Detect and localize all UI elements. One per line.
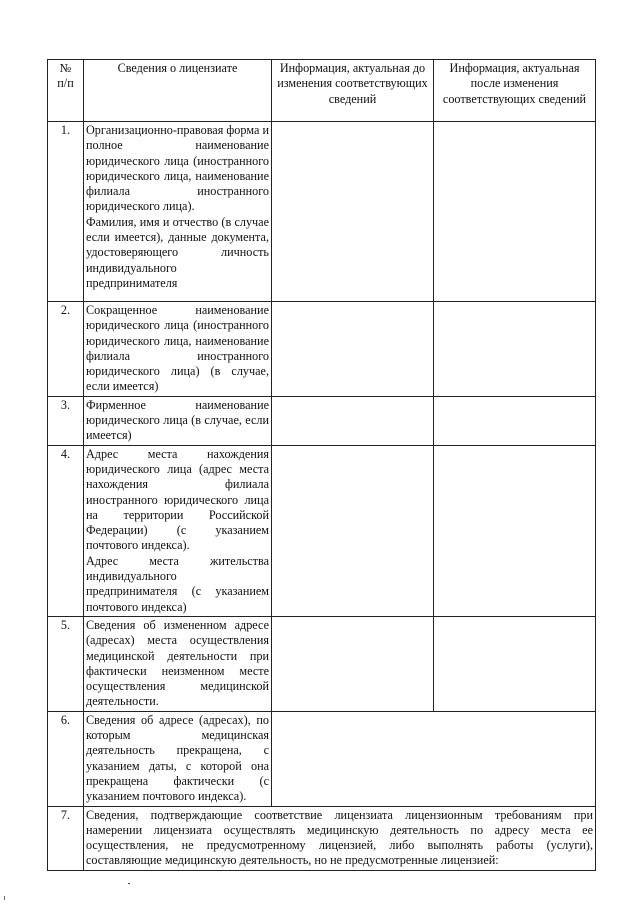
row-description-part: Сокращенное наименование юридического лица (иностранного юридического лица, наименование филиала иностранного юридического лица) (в случае, если имеется) — [86, 303, 269, 394]
header-licensee-info: Сведения о лицензиате — [84, 60, 272, 122]
table-row — [48, 616, 596, 711]
scan-speck — [128, 883, 130, 884]
info-before-cell[interactable] — [272, 616, 434, 711]
table-row — [48, 806, 596, 870]
row-number: 2. — [48, 302, 84, 397]
row-description — [84, 445, 272, 616]
table-row — [48, 396, 596, 445]
row-description — [84, 396, 272, 445]
license-info-table — [47, 59, 596, 871]
info-after-cell[interactable] — [434, 396, 596, 445]
table-row — [48, 711, 596, 806]
row-description-part: Сведения об измененном адресе (адресах) места осуществления медицинской деятельности при фактически неизменном месте осуществления медицинской деятельности. — [86, 617, 269, 709]
table-row — [48, 302, 596, 397]
info-before-cell[interactable] — [272, 302, 434, 397]
info-after-cell[interactable] — [434, 445, 596, 616]
header-info-after: Информация, актуальная после изменения соответствующих сведений — [434, 60, 596, 122]
row-number: 3. — [48, 396, 84, 445]
info-before-cell[interactable] — [272, 396, 434, 445]
info-before-cell[interactable] — [272, 122, 434, 302]
info-merged-cell[interactable] — [272, 711, 596, 806]
row-description-part: Фирменное наименование юридического лица (в случае, если имеется) — [86, 397, 269, 443]
header-info-before: Информация, актуальная до изменения соответствующих сведений — [272, 60, 434, 122]
row-description — [84, 806, 596, 870]
table-row — [48, 122, 596, 302]
row-description — [84, 122, 272, 302]
scan-mark — [4, 896, 5, 900]
info-after-cell[interactable] — [434, 122, 596, 302]
info-after-cell[interactable] — [434, 302, 596, 397]
row-description-part: Фамилия, имя и отчество (в случае если имеется), данные документа, удостоверяющего личность индивидуального предпринимателя — [86, 214, 269, 290]
header-number: № п/п — [48, 60, 84, 122]
row-description-part: Адрес места нахождения юридического лица (адрес места нахождения филиала иностранного юридического лица на территории Российской Федерации) (с указанием почтового индекса). — [86, 446, 269, 553]
table-header-row — [48, 60, 596, 122]
info-after-cell[interactable] — [434, 616, 596, 711]
row-description-part: Организационно-правовая форма и полное наименование юридического лица (иностранного юридического лица, наименование филиала иностранного юридического лица). — [86, 123, 269, 214]
row-description-part: Сведения, подтверждающие соответствие лицензиата лицензионным требованиям при намерении лицензиата осуществлять медицинскую деятельность по адресу места ее осуществления, не предусмотренному лицензией, либо выполнять работы (услуги), составляющие медицинскую деятельность, но не предусмотренные лицензией: — [86, 807, 593, 868]
row-description — [84, 302, 272, 397]
row-number: 4. — [48, 445, 84, 616]
row-description-part: Адрес места жительства индивидуального предпринимателя (с указанием почтового индекса) — [86, 553, 269, 614]
info-before-cell[interactable] — [272, 445, 434, 616]
row-number: 5. — [48, 616, 84, 711]
row-description — [84, 616, 272, 711]
row-number: 7. — [48, 806, 84, 870]
table-row — [48, 445, 596, 616]
row-description-part: Сведения об адресе (адресах), по которым медицинская деятельность прекращена, с указанием даты, с которой она прекращена фактически (с указанием почтового индекса). — [86, 712, 269, 804]
row-description — [84, 711, 272, 806]
row-number: 1. — [48, 122, 84, 302]
row-number: 6. — [48, 711, 84, 806]
